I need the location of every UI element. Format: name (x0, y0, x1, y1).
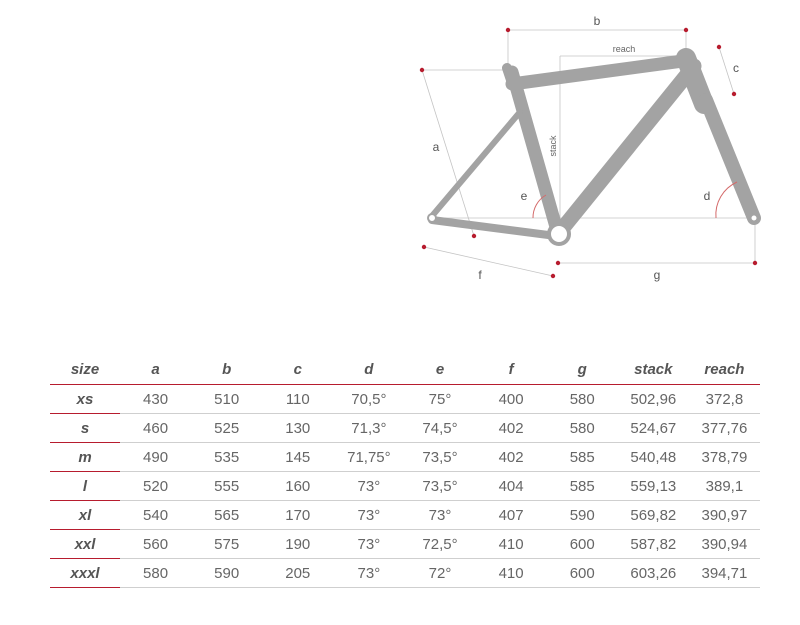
table-cell-d: 71,3° (333, 414, 404, 443)
seat-post-top (507, 68, 513, 86)
table-cell-a: 460 (120, 414, 191, 443)
column-header-f: f (476, 354, 547, 385)
down-tube (558, 66, 694, 234)
table-cell-reach: 390,94 (689, 530, 760, 559)
top-tube (512, 60, 690, 84)
table-cell-b: 510 (191, 385, 262, 414)
table-cell-c: 110 (262, 385, 333, 414)
table-cell-d: 73° (333, 501, 404, 530)
table-cell-stack: 603,26 (618, 559, 689, 588)
label-b: b (593, 14, 601, 28)
table-cell-c: 205 (262, 559, 333, 588)
table-cell-b: 590 (191, 559, 262, 588)
table-cell-b: 575 (191, 530, 262, 559)
seat-stay (432, 112, 520, 216)
table-row (50, 385, 760, 414)
frame-geometry-diagram (0, 0, 800, 300)
table-cell-g: 600 (547, 559, 618, 588)
table-cell-e: 73,5° (404, 472, 475, 501)
dimension-markers (420, 28, 757, 278)
table-cell-reach: 372,8 (689, 385, 760, 414)
table-cell-reach: 394,71 (689, 559, 760, 588)
table-row (50, 443, 760, 472)
table-cell-c: 145 (262, 443, 333, 472)
table-cell-b: 555 (191, 472, 262, 501)
table-row (50, 472, 760, 501)
column-header-reach: reach (689, 354, 760, 385)
label-c: c (733, 61, 739, 75)
size-cell: xxl (50, 530, 120, 559)
table-cell-d: 71,75° (333, 443, 404, 472)
table-cell-stack: 559,13 (618, 472, 689, 501)
table-cell-b: 525 (191, 414, 262, 443)
table-cell-g: 600 (547, 530, 618, 559)
geometry-table (50, 354, 760, 588)
label-reach: reach (612, 44, 636, 54)
size-cell: s (50, 414, 120, 443)
size-cell: m (50, 443, 120, 472)
label-f: f (478, 268, 482, 282)
bottom-bracket (549, 224, 569, 244)
table-cell-a: 580 (120, 559, 191, 588)
table-cell-stack: 540,48 (618, 443, 689, 472)
geometry-table-header (50, 354, 760, 385)
label-stack: stack (548, 135, 558, 157)
table-cell-g: 590 (547, 501, 618, 530)
rear-dropout (428, 214, 436, 222)
geometry-table-body (50, 385, 760, 588)
angle-d-arc (716, 182, 737, 218)
column-header-b: b (191, 354, 262, 385)
table-cell-e: 75° (404, 385, 475, 414)
size-cell: xl (50, 501, 120, 530)
table-cell-d: 73° (333, 559, 404, 588)
chain-stay (432, 220, 556, 236)
column-header-c: c (262, 354, 333, 385)
table-cell-d: 73° (333, 530, 404, 559)
table-cell-reach: 390,97 (689, 501, 760, 530)
column-header-stack: stack (618, 354, 689, 385)
table-cell-a: 540 (120, 501, 191, 530)
table-cell-stack: 502,96 (618, 385, 689, 414)
column-header-e: e (404, 354, 475, 385)
label-e: e (520, 189, 528, 203)
table-row (50, 501, 760, 530)
table-cell-g: 585 (547, 443, 618, 472)
table-cell-b: 565 (191, 501, 262, 530)
table-cell-reach: 378,79 (689, 443, 760, 472)
table-cell-f: 402 (476, 443, 547, 472)
table-cell-f: 410 (476, 559, 547, 588)
size-cell: xs (50, 385, 120, 414)
size-cell: l (50, 472, 120, 501)
label-a: a (432, 140, 440, 154)
table-cell-d: 70,5° (333, 385, 404, 414)
table-cell-stack: 569,82 (618, 501, 689, 530)
table-cell-g: 585 (547, 472, 618, 501)
table-cell-stack: 524,67 (618, 414, 689, 443)
table-cell-a: 560 (120, 530, 191, 559)
table-cell-f: 402 (476, 414, 547, 443)
table-cell-e: 74,5° (404, 414, 475, 443)
table-cell-g: 580 (547, 414, 618, 443)
table-cell-reach: 389,1 (689, 472, 760, 501)
size-cell: xxxl (50, 559, 120, 588)
fork (703, 100, 754, 218)
table-cell-f: 407 (476, 501, 547, 530)
column-header-a: a (120, 354, 191, 385)
column-header-size: size (50, 354, 120, 385)
table-row (50, 414, 760, 443)
table-cell-a: 430 (120, 385, 191, 414)
dimension-guides (422, 30, 755, 276)
table-cell-f: 410 (476, 530, 547, 559)
table-cell-g: 580 (547, 385, 618, 414)
table-cell-stack: 587,82 (618, 530, 689, 559)
table-cell-f: 404 (476, 472, 547, 501)
table-row (50, 559, 760, 588)
front-dropout (751, 215, 758, 222)
table-cell-e: 72° (404, 559, 475, 588)
table-cell-d: 73° (333, 472, 404, 501)
table-cell-a: 520 (120, 472, 191, 501)
table-cell-c: 160 (262, 472, 333, 501)
header-row (50, 354, 760, 385)
label-g: g (653, 268, 661, 282)
table-row (50, 530, 760, 559)
table-cell-e: 73,5° (404, 443, 475, 472)
label-d: d (703, 189, 711, 203)
column-header-g: g (547, 354, 618, 385)
table-cell-f: 400 (476, 385, 547, 414)
table-cell-c: 170 (262, 501, 333, 530)
bike-frame (432, 58, 754, 236)
table-cell-a: 490 (120, 443, 191, 472)
table-cell-e: 73° (404, 501, 475, 530)
column-header-d: d (333, 354, 404, 385)
table-cell-e: 72,5° (404, 530, 475, 559)
table-cell-c: 190 (262, 530, 333, 559)
table-cell-c: 130 (262, 414, 333, 443)
table-cell-b: 535 (191, 443, 262, 472)
table-cell-reach: 377,76 (689, 414, 760, 443)
